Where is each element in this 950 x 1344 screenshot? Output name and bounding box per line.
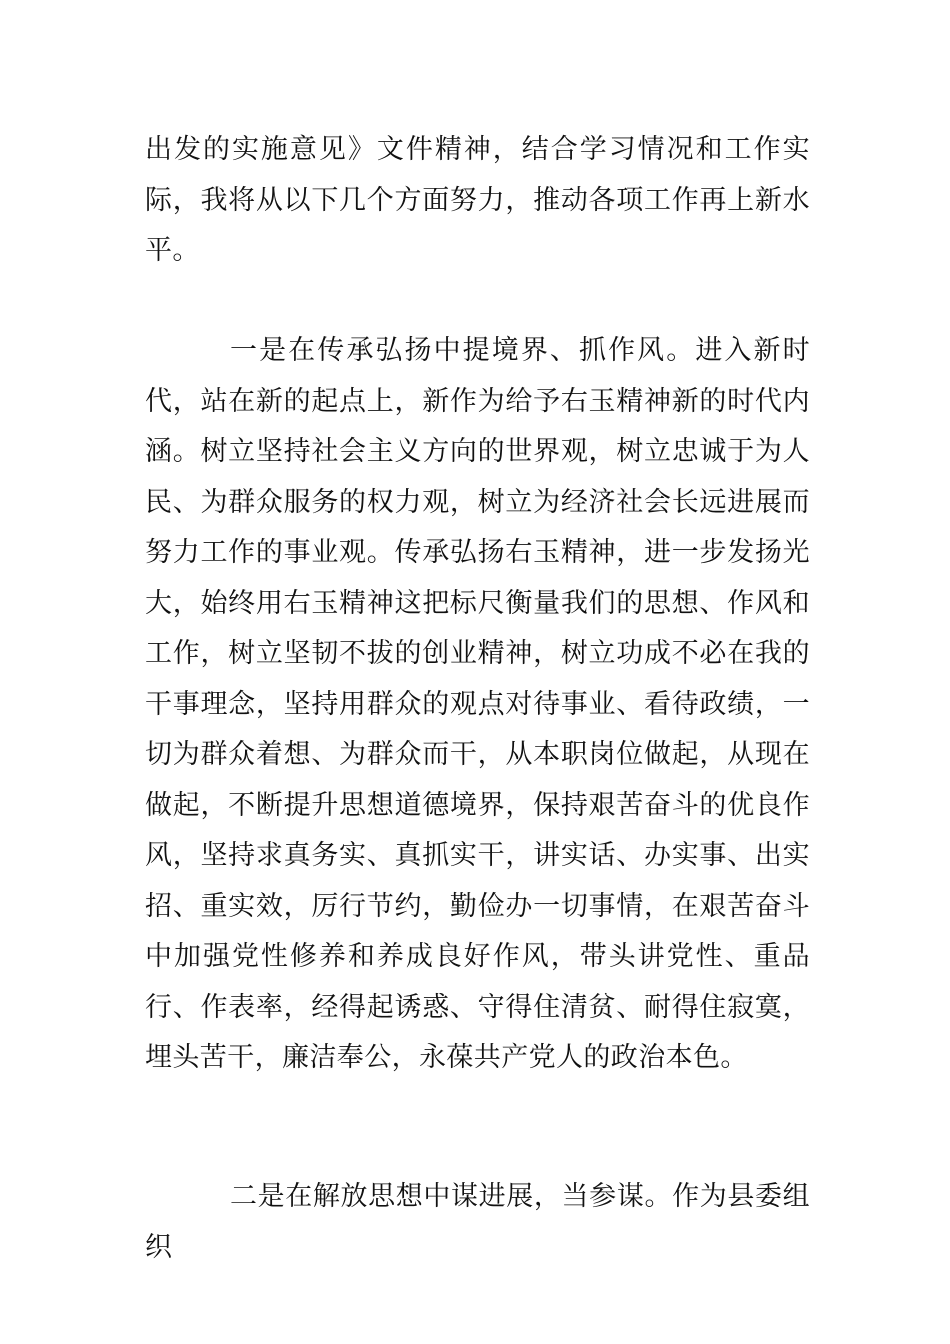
paragraph-continuation: 出发的实施意见》文件精神，结合学习情况和工作实际，我将从以下几个方面努力，推动各项工作再上新水平。 xyxy=(145,134,810,266)
paragraph-point-two: 二是在解放思想中谋进展，当参谋。作为县委组织 xyxy=(145,1181,810,1263)
paragraph-point-one: 一是在传承弘扬中提境界、抓作风。进入新时代，站在新的起点上，新作为给予右玉精神新的时代内涵。树立坚持社会主义方向的世界观，树立忠诚于为人民、为群众服务的权力观，树立为经济社会长远进展而努力工作的事业观。传承弘扬右玉精神，进一步发扬光大，始终用右玉精神这把标尺衡量我们的思想、作风和工作，树立坚韧不拔的创业精神，树立功成不必在我的干事理念，坚持用群众的观点对待事业、看待政绩，一切为群众着想、为群众而干，从本职岗位做起，从现在做起，不断提升思想道德境界，保持艰苦奋斗的优良作风，坚持求真务实、真抓实干，讲实话、办实事、出实招、重实效，厉行节约，勤俭办一切事情，在艰苦奋斗中加强党性修养和养成良好作风，带头讲党性、重品行、作表率，经得起诱惑、守得住清贫、耐得住寂寞，埋头苦干，廉洁奉公，永葆共产党人的政治本色。 xyxy=(145,335,810,1073)
